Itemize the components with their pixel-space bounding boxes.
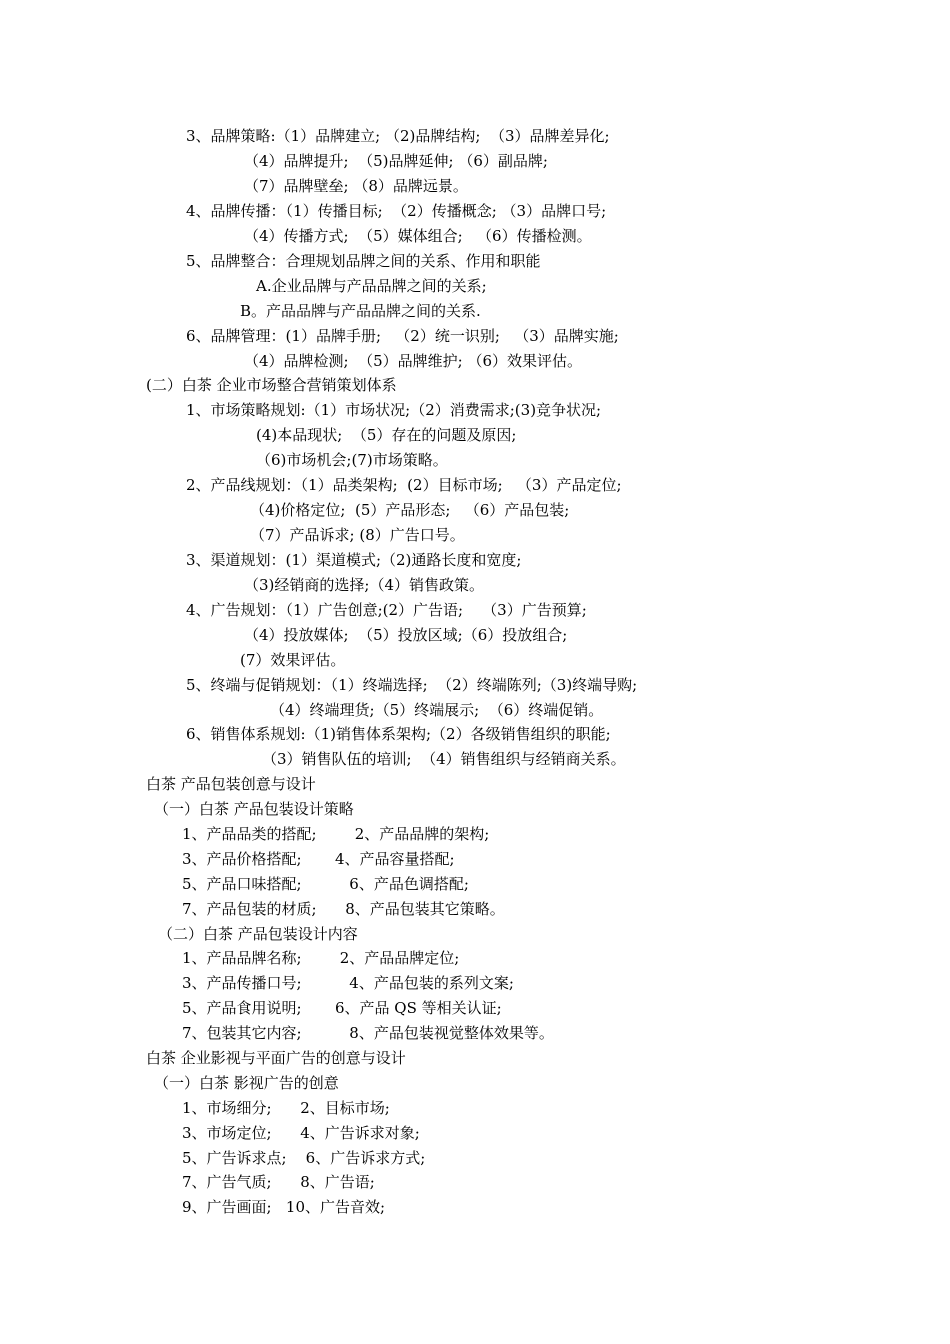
section-heading: (二）白茶 企业市场整合营销策划体系 [146, 376, 397, 394]
text-line: 2、产品线规划：（1）品类架构; (2）目标市场; （3）产品定位; [186, 476, 622, 494]
text-line: 7、广告气质; 8、广告语; [182, 1173, 375, 1191]
text-line: （4）传播方式; （5）媒体组合; （6）传播检测。 [244, 227, 592, 245]
text-line: 7、包装其它内容; 8、产品包装视觉整体效果等。 [182, 1024, 554, 1042]
text-line: (7）效果评估。 [240, 651, 346, 669]
text-line: 5、终端与促销规划：（1）终端选择; （2）终端陈列;（3)终端导购; [186, 676, 638, 694]
section-heading: 白茶 产品包装创意与设计 [146, 775, 316, 793]
text-line: （6)市场机会;(7)市场策略。 [256, 451, 448, 469]
text-line: 7、产品包装的材质; 8、产品包装其它策略。 [182, 900, 505, 918]
text-line: （4）品牌提升; （5)品牌延伸; （6）副品牌; [244, 152, 548, 170]
text-line: （4)价格定位; (5）产品形态; （6）产品包装; [250, 501, 570, 519]
subsection-heading: （一）白茶 产品包装设计策略 [154, 800, 354, 818]
text-line: （7）产品诉求; (8）广告口号。 [250, 526, 465, 544]
text-line: 5、品牌整合：合理规划品牌之间的关系、作用和职能 [186, 252, 541, 270]
text-line: (4)本品现状; （5）存在的问题及原因; [256, 426, 517, 444]
text-line: 4、品牌传播：（1）传播目标; （2）传播概念; （3）品牌口号; [186, 202, 607, 220]
text-line: A.企业品牌与产品品牌之间的关系; [256, 277, 487, 295]
text-line: 5、广告诉求点; 6、广告诉求方式; [182, 1149, 426, 1167]
text-line: （4）终端理货;（5）终端展示; （6）终端促销。 [270, 701, 604, 719]
text-line: 1、产品品牌名称; 2、产品品牌定位; [182, 949, 460, 967]
text-line: 3、品牌策略:（1）品牌建立; （2)品牌结构; （3）品牌差异化; [186, 127, 610, 145]
text-line: 1、市场细分; 2、目标市场; [182, 1099, 390, 1117]
text-line: （4）投放媒体; （5）投放区域;（6）投放组合; [244, 626, 568, 644]
text-line: （3)经销商的选择;（4）销售政策。 [244, 576, 484, 594]
text-line: 3、市场定位; 4、广告诉求对象; [182, 1124, 420, 1142]
section-heading: 白茶 企业影视与平面广告的创意与设计 [146, 1049, 406, 1067]
text-line: 3、产品价格搭配; 4、产品容量搭配; [182, 850, 455, 868]
text-line: （7）品牌壁垒; （8）品牌远景。 [244, 177, 468, 195]
text-line: 1、产品品类的搭配; 2、产品品牌的架构; [182, 825, 490, 843]
text-line: 5、产品食用说明; 6、产品 QS 等相关认证; [182, 999, 502, 1017]
text-line: B。产品品牌与产品品牌之间的关系. [240, 302, 481, 320]
text-line: （3）销售队伍的培训; （4）销售组织与经销商关系。 [262, 750, 626, 768]
text-line: 3、渠道规划：(1）渠道模式;（2)通路长度和宽度; [186, 551, 522, 569]
subsection-heading: （二）白茶 产品包装设计内容 [158, 925, 358, 943]
text-line: 3、产品传播口号; 4、产品包装的系列文案; [182, 974, 514, 992]
subsection-heading: （一）白茶 影视广告的创意 [154, 1074, 339, 1092]
text-line: 1、市场策略规划:（1）市场状况;（2）消费需求;(3)竞争状况; [186, 401, 602, 419]
text-line: 6、销售体系规划:（1)销售体系架构;（2）各级销售组织的职能; [186, 725, 611, 743]
text-line: 5、产品口味搭配; 6、产品色调搭配; [182, 875, 469, 893]
text-line: （4）品牌检测; （5）品牌维护; （6）效果评估。 [244, 352, 583, 370]
text-line: 4、广告规划：（1）广告创意;(2）广告语; （3）广告预算; [186, 601, 587, 619]
text-line: 6、品牌管理：(1）品牌手册; （2）统一识别; （3）品牌实施; [186, 327, 619, 345]
text-line: 9、广告画面; 10、广告音效; [182, 1198, 386, 1216]
